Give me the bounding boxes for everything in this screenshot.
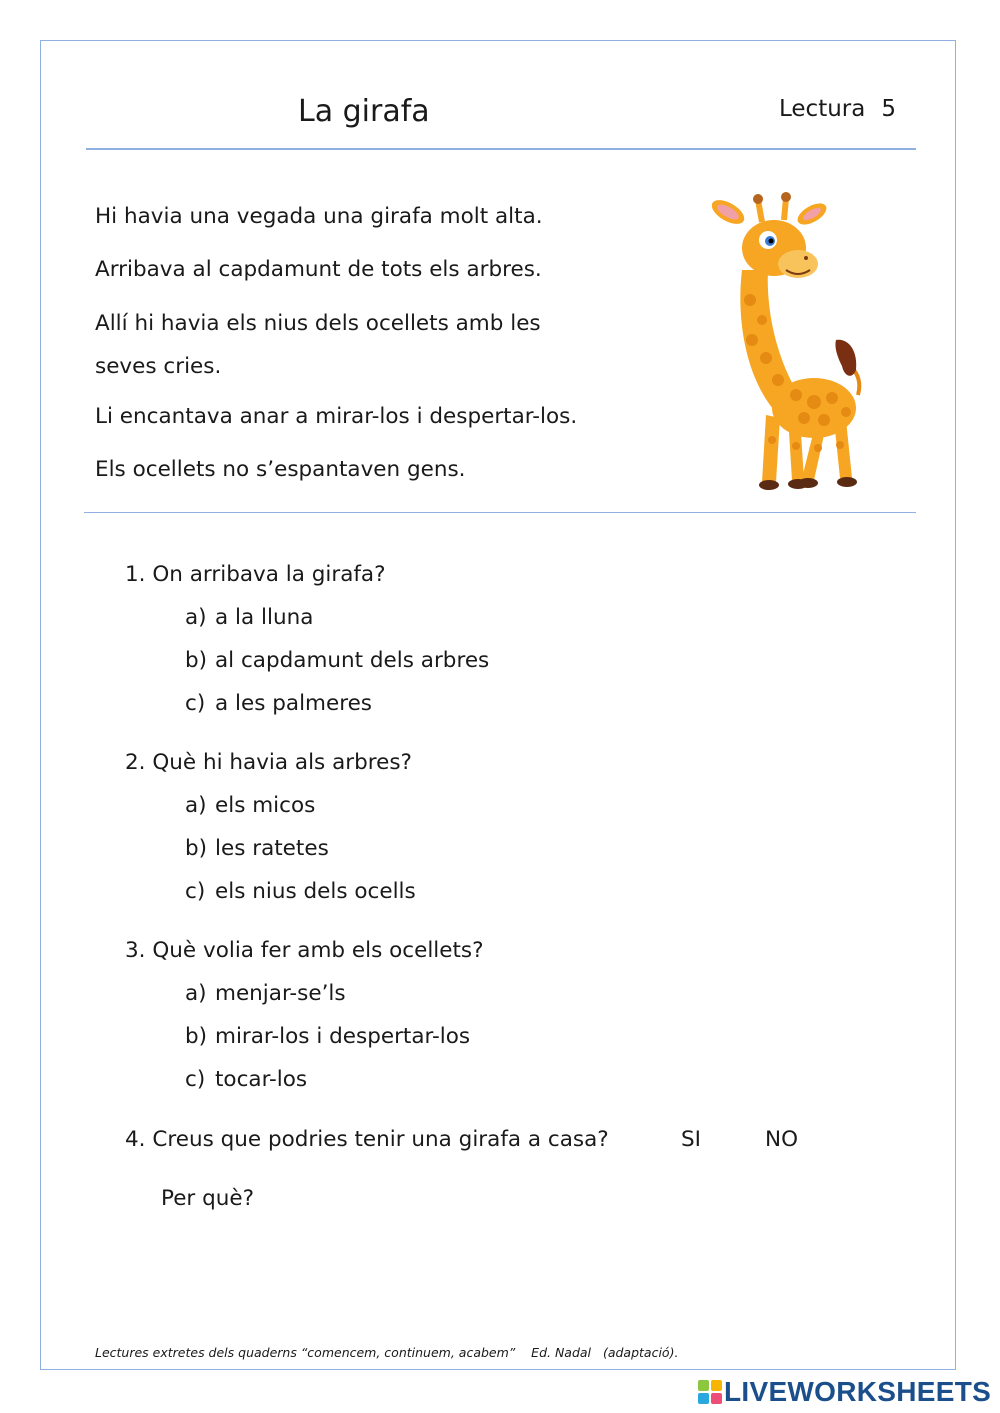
question-number: 3. (125, 938, 146, 963)
option-1b[interactable]: b) al capdamunt dels arbres (185, 648, 490, 673)
question-text: On arribava la girafa? (152, 562, 386, 587)
question-4 (125, 1127, 609, 1152)
option-2a[interactable]: a) els micos (185, 793, 316, 818)
footer-credit: Lectures extretes dels quaderns “comencem, continuem, acabem” Ed. Nadal (adaptació). (95, 1345, 679, 1360)
question-number: 4. (125, 1127, 146, 1152)
question-number: 2. (125, 750, 146, 775)
option-1a[interactable]: a) a la lluna (185, 605, 314, 630)
header-divider (86, 148, 916, 150)
question-text: Què hi havia als arbres? (152, 750, 412, 775)
lectura-number: 5 (881, 96, 896, 122)
question-3 (125, 938, 484, 963)
option-3c[interactable]: c) tocar-los (185, 1067, 308, 1092)
question-2 (125, 750, 412, 775)
option-3a[interactable]: a) menjar-se’ls (185, 981, 346, 1006)
story-line: Hi havia una vegada una girafa molt alta. (95, 204, 543, 229)
option-1c[interactable]: c) a les palmeres (185, 691, 373, 716)
story-line: Arribava al capdamunt de tots els arbres. (95, 257, 542, 282)
option-2c[interactable]: c) els nius dels ocells (185, 879, 416, 904)
liveworksheets-logo-icon (698, 1380, 722, 1404)
lectura-label (779, 96, 896, 122)
story-line: Allí hi havia els nius dels ocellets amb les seves cries. (95, 311, 541, 379)
liveworksheets-logo (698, 1376, 991, 1408)
logo-text: LIVEWORKSHEETS (724, 1376, 992, 1407)
story-divider (84, 512, 916, 513)
option-3b[interactable]: b) mirar-los i despertar-los (185, 1024, 471, 1049)
question-text: Què volia fer amb els ocellets? (152, 938, 484, 963)
question-1 (125, 562, 386, 587)
question-text: Creus que podries tenir una girafa a casa? (152, 1127, 609, 1152)
lectura-text: Lectura (779, 96, 866, 122)
story-text (95, 200, 655, 506)
followup-question: Per què? (161, 1186, 255, 1211)
answer-no[interactable]: NO (765, 1127, 799, 1152)
story-line: Els ocellets no s’espantaven gens. (95, 457, 466, 482)
question-number: 1. (125, 562, 146, 587)
option-2b[interactable]: b) les ratetes (185, 836, 329, 861)
answer-si[interactable]: SI (681, 1127, 701, 1152)
giraffe-icon (706, 190, 882, 500)
page-title: La girafa (298, 94, 430, 129)
story-line: Li encantava anar a mirar-los i despertar-los. (95, 404, 578, 429)
